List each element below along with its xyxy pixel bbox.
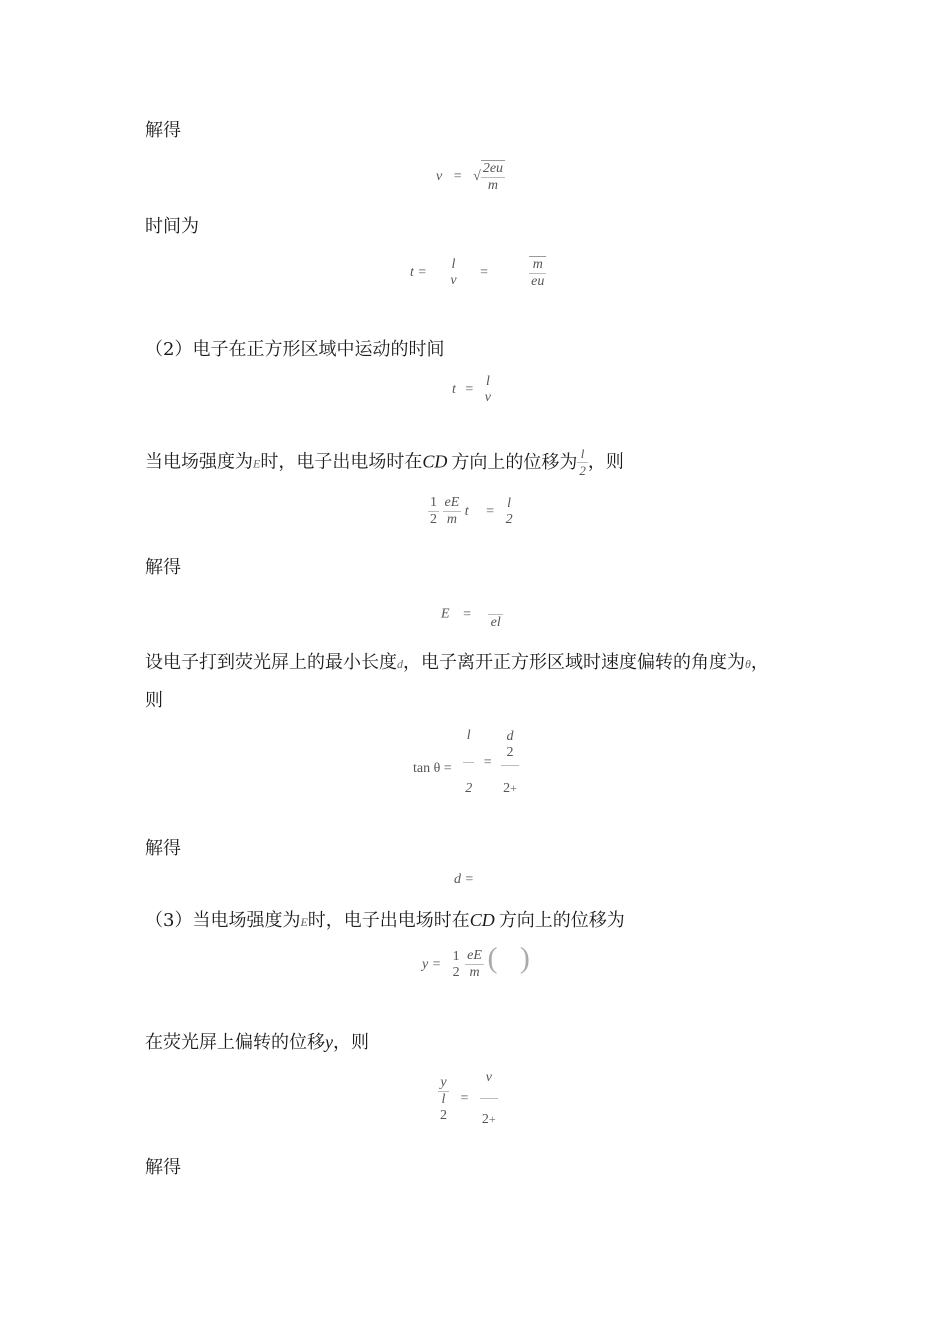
fraction xyxy=(443,495,462,528)
numerator: eE xyxy=(444,495,460,510)
text: （3）当电场强度为 xyxy=(145,910,301,931)
numerator: v xyxy=(480,1070,498,1099)
text-jiede-2 xyxy=(145,555,181,581)
fraction-l-over-2 xyxy=(577,446,588,479)
numerator: 2eu xyxy=(482,161,504,176)
eq-sign: = xyxy=(483,754,492,770)
equation-ratio xyxy=(438,1070,498,1128)
text: 解得 xyxy=(145,120,181,141)
fraction xyxy=(463,728,474,797)
denominator xyxy=(480,1099,498,1128)
denominator: 2 xyxy=(430,512,437,527)
symbol-e0: E xyxy=(253,456,261,471)
fraction xyxy=(488,598,503,631)
eq-sign: = xyxy=(463,606,471,622)
denominator: 2 xyxy=(505,511,513,527)
equation-d xyxy=(454,872,474,888)
text: 在荧光屏上偏转的位移 xyxy=(145,1032,325,1053)
denominator: 2 xyxy=(452,964,460,980)
text-part2 xyxy=(145,337,444,363)
eq-sign: = xyxy=(480,265,488,281)
fraction xyxy=(451,949,462,981)
sqrt-icon: √ xyxy=(473,169,481,185)
text: 则 xyxy=(145,690,163,711)
fraction xyxy=(448,257,458,289)
denominator: v xyxy=(484,390,492,405)
numerator: l xyxy=(577,446,588,463)
symbol-cd: CD xyxy=(422,451,448,472)
text: （2）电子在正方形区域中运动的时间 xyxy=(145,339,445,360)
numerator: m xyxy=(529,256,546,274)
fraction xyxy=(480,1070,498,1128)
text: ，则 xyxy=(333,1032,369,1053)
numerator-sub: 2 xyxy=(506,744,514,760)
text-ze-1 xyxy=(145,688,163,714)
text: 设电子打到荧光屏上的最小长度 xyxy=(145,652,397,673)
text: 解得 xyxy=(145,838,181,859)
text-part3 xyxy=(145,907,625,935)
numerator-value: y xyxy=(440,1074,447,1090)
eq-sign: = xyxy=(460,1091,469,1107)
numerator: 1 xyxy=(452,948,460,964)
eq-symbol: tan θ = xyxy=(413,760,452,776)
eq-symbol: t = xyxy=(410,265,427,281)
symbol-d: d xyxy=(397,657,403,671)
equation-y xyxy=(422,941,530,981)
text: 解得 xyxy=(145,557,181,578)
text: ，则 xyxy=(587,451,624,473)
equation-time xyxy=(410,256,546,290)
fraction xyxy=(504,496,515,528)
numerator: l xyxy=(451,257,456,272)
denominator-value: 2 xyxy=(503,780,511,796)
denominator: m xyxy=(469,965,480,980)
text: 方向上的位移为 xyxy=(451,451,578,473)
text-jiede-1 xyxy=(145,118,181,144)
denominator-value: 2 xyxy=(465,781,473,796)
eq-sign: = xyxy=(465,382,474,398)
text: 时，电子出电场时在 xyxy=(307,910,470,931)
denominator: eu xyxy=(531,274,545,289)
text-field-condition xyxy=(145,446,624,479)
denominator: m xyxy=(487,178,498,193)
eq-symbol: v xyxy=(436,169,443,185)
symbol-theta: θ xyxy=(745,657,751,671)
denominator xyxy=(501,766,519,797)
text-deflection xyxy=(145,1029,369,1056)
equation-displacement xyxy=(428,495,515,528)
eq-sign: = xyxy=(486,503,495,519)
text: 时间为 xyxy=(145,216,199,237)
numerator: l xyxy=(463,728,474,763)
fraction xyxy=(529,256,546,290)
eq-symbol: y = xyxy=(422,956,442,972)
numerator-value: d xyxy=(506,728,514,744)
eq-symbol: t xyxy=(464,503,469,519)
text-min-length xyxy=(145,650,769,677)
fraction xyxy=(481,160,505,194)
text-shijianwei xyxy=(145,214,199,240)
numerator xyxy=(438,1075,449,1092)
denominator-value: 2 xyxy=(481,1112,489,1127)
equation-velocity xyxy=(436,160,505,194)
equation-t1 xyxy=(452,374,493,406)
text: 时，电子出电场时在 xyxy=(260,451,423,473)
plus-sign: + xyxy=(488,1112,496,1126)
denominator-value: l xyxy=(441,1091,446,1107)
paren-icon: ( ) xyxy=(487,941,530,975)
plus-sign: + xyxy=(510,780,517,795)
eq-symbol: t xyxy=(452,382,456,398)
fraction xyxy=(465,948,484,981)
fraction xyxy=(501,729,519,797)
symbol-e: E xyxy=(300,915,308,929)
numerator: l xyxy=(485,374,490,389)
eq-symbol: E xyxy=(441,606,450,622)
text: 当电场强度为 xyxy=(145,451,253,473)
eq-symbol: d = xyxy=(454,872,474,887)
numerator: eE xyxy=(467,948,482,963)
eq-sign: = xyxy=(453,169,462,185)
denominator xyxy=(438,1092,449,1124)
text: ，电子离开正方形区域时速度偏转的角度为 xyxy=(403,652,745,673)
denominator: 2 xyxy=(579,463,586,478)
denominator: v xyxy=(450,273,457,288)
text-jiede-3 xyxy=(145,836,181,862)
symbol-cd: CD xyxy=(469,910,495,930)
numerator: l xyxy=(507,495,511,511)
symbol-y: y xyxy=(325,1032,333,1052)
fraction xyxy=(438,1075,449,1124)
fraction xyxy=(483,374,493,406)
text-jiede-4 xyxy=(145,1155,181,1181)
denominator: el xyxy=(490,615,501,630)
numerator xyxy=(501,729,519,766)
denominator-sub: 2 xyxy=(440,1107,447,1123)
denominator: m xyxy=(446,512,457,527)
numerator: 1 xyxy=(430,495,437,510)
text: ， xyxy=(750,652,769,673)
text: 解得 xyxy=(145,1157,181,1178)
equation-e0 xyxy=(441,598,503,631)
equation-tan-theta xyxy=(413,728,519,797)
text: 方向上的位移为 xyxy=(498,910,625,931)
fraction xyxy=(428,495,439,528)
numerator xyxy=(488,598,503,615)
denominator xyxy=(463,763,474,797)
